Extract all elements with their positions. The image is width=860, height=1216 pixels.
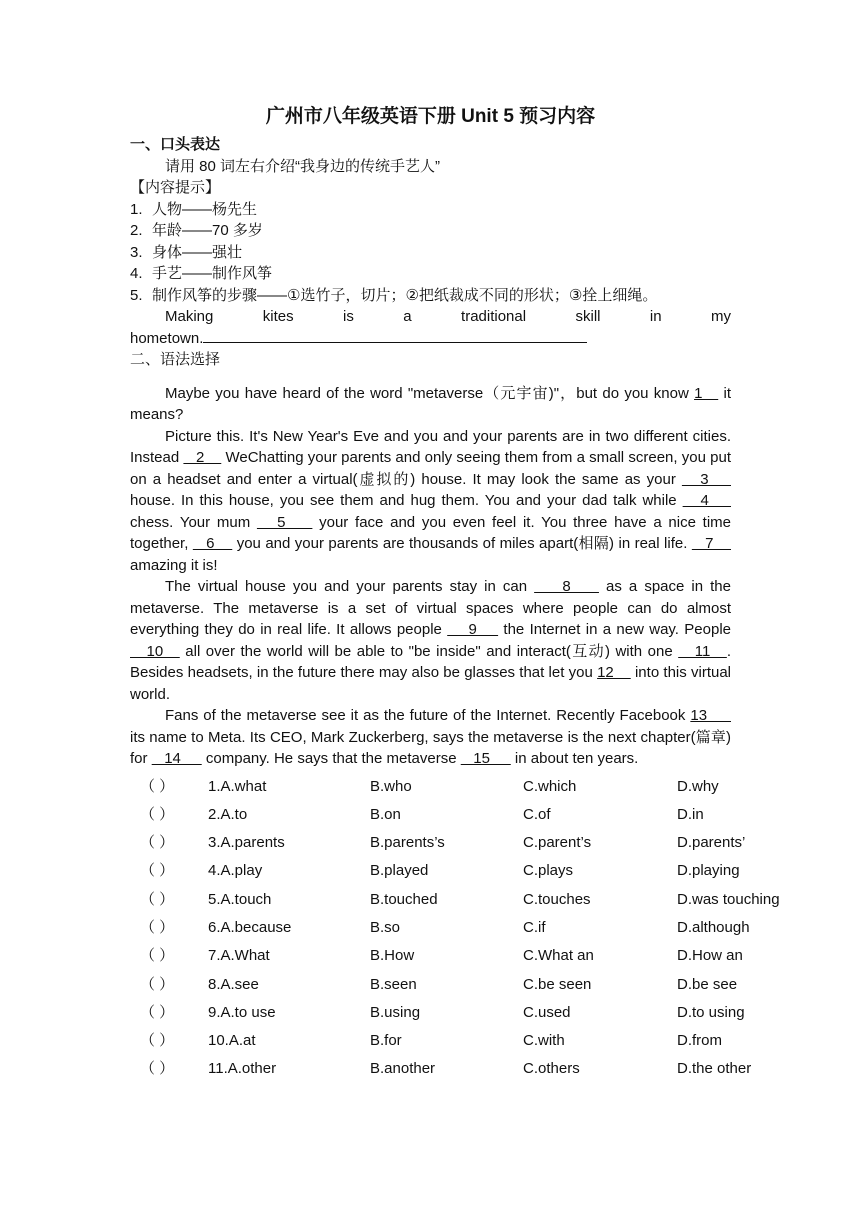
option-b: B.touched — [370, 890, 438, 908]
answer-bracket[interactable]: （ ） — [140, 947, 175, 965]
question-row[interactable] — [130, 800, 731, 828]
option-c: C.be seen — [523, 975, 592, 993]
option-d: D.in — [677, 805, 704, 823]
option-b: B.so — [370, 918, 401, 936]
page-title: 广州市八年级英语下册 Unit 5 预习内容 — [265, 106, 596, 127]
option-a: 8.A.see — [208, 975, 259, 993]
option-b: B.parents’s — [370, 834, 445, 852]
question-options — [130, 772, 780, 1083]
option-a: 7.A.What — [208, 947, 270, 965]
option-b: B.played — [370, 862, 429, 880]
hint-label: 【内容提示】 — [130, 179, 221, 196]
hint-list — [130, 199, 731, 307]
option-a: 1.A.what — [208, 777, 267, 795]
hint-item: 4. 手艺——制作风筝 — [130, 265, 273, 282]
option-a: 6.A.because — [208, 918, 292, 936]
hint-item: 5. 制作风筝的步骤——①选竹子，切片；②把纸裁成不同的形状；③拴上细绳。 — [130, 286, 658, 304]
hint-item: 2. 年龄——70 多岁 — [130, 222, 263, 239]
writing-answer-line[interactable]: hometown. — [130, 328, 731, 350]
option-a: 9.A.to use — [208, 1003, 276, 1021]
option-a: 10.A.at — [208, 1032, 256, 1050]
answer-bracket[interactable]: （ ） — [140, 1060, 175, 1078]
passage-paragraph-1: Maybe you have heard of the word "metaverse（元宇宙)"，but do you know 1 it means? — [130, 384, 731, 423]
blank-13: 13 — [690, 707, 731, 724]
option-d: D.from — [677, 1032, 722, 1050]
blank-4: 4 — [682, 492, 731, 509]
blank-1: 1 — [694, 384, 719, 402]
hint-item: 1. 人物——杨先生 — [130, 200, 258, 218]
question-row[interactable] — [130, 1054, 752, 1082]
option-c: C.which — [523, 777, 577, 795]
answer-bracket[interactable]: （ ） — [140, 862, 175, 880]
passage-paragraph-4: Fans of the metaverse see it as the future of the Internet. Recently Facebook 13 its name to Meta. Its CEO, Mark Zuckerberg, says the metaverse is the next chapter(篇章) for 14 company. He says that the metaverse 15 in about ten years. — [130, 707, 731, 767]
option-d: D.be see — [677, 975, 738, 993]
blank-12: 12 — [597, 664, 631, 681]
worksheet-page — [130, 104, 780, 1083]
option-d: D.playing — [677, 862, 740, 880]
option-b: B.using — [370, 1003, 421, 1021]
blank-9: 9 — [447, 621, 499, 638]
answer-bracket[interactable]: （ ） — [140, 1032, 175, 1050]
blank-3: 3 — [681, 470, 731, 488]
answer-bracket[interactable]: （ ） — [140, 890, 175, 908]
option-c: C.of — [523, 805, 551, 823]
writing-starter: Making kites is a traditional skill in my — [165, 308, 731, 325]
option-c: C.if — [523, 918, 546, 936]
blank-10: 10 — [130, 642, 180, 660]
blank-8: 8 — [534, 578, 599, 595]
answer-blank-line[interactable] — [203, 328, 587, 343]
option-d: D.to using — [677, 1003, 745, 1021]
answer-bracket[interactable]: （ ） — [140, 1003, 175, 1021]
option-c: C.parent’s — [523, 834, 592, 852]
section1-instruction: 请用 80 词左右介绍“我身边的传统手艺人” — [165, 157, 441, 175]
option-d: D.was touching — [677, 890, 780, 908]
blank-6: 6 — [192, 535, 233, 552]
blank-14: 14 — [151, 750, 202, 767]
question-row[interactable] — [130, 772, 731, 800]
option-d: D.the other — [677, 1060, 752, 1078]
option-c: C.What an — [523, 947, 594, 965]
section1-heading: 一、口头表达 — [130, 136, 221, 153]
option-b: B.who — [370, 777, 412, 795]
hint-item: 3. 身体——强壮 — [130, 243, 243, 261]
option-a: 11.A.other — [208, 1060, 277, 1078]
answer-bracket[interactable]: （ ） — [140, 975, 175, 993]
blank-15: 15 — [460, 750, 511, 767]
answer-bracket[interactable]: （ ） — [140, 834, 175, 852]
option-b: B.How — [370, 947, 415, 965]
option-d: D.How an — [677, 947, 743, 965]
option-c: C.plays — [523, 862, 574, 880]
section2-heading: 二、语法选择 — [130, 351, 221, 368]
question-row[interactable] — [130, 970, 738, 998]
blank-11: 11 — [678, 642, 727, 660]
question-row[interactable] — [130, 941, 743, 969]
option-d: D.parents’ — [677, 834, 746, 852]
question-row[interactable] — [130, 856, 740, 884]
option-d: D.although — [677, 918, 750, 936]
passage-paragraph-2: Picture this. It's New Year's Eve and you and your parents are in two different cities. Instead 2 WeChatting your parents and only seeing them from a small screen, you put on a headset and enter a virtual(虚拟的) house. It may look the same as your 3 house. In this house, you see them and hug them. You and your dad talk while 4 chess. Your mum 5 your face and you even feel it. You three have a nice time together, 6 you and your parents are thousands of miles apart(相隔) in real life. 7 amazing it is! — [130, 427, 732, 574]
option-c: C.touches — [523, 890, 591, 908]
question-row[interactable] — [130, 885, 780, 913]
answer-bracket[interactable]: （ ） — [140, 805, 175, 823]
option-b: B.another — [370, 1060, 436, 1078]
question-row[interactable] — [130, 1026, 731, 1054]
blank-7: 7 — [691, 535, 731, 552]
option-b: B.for — [370, 1032, 402, 1050]
question-row[interactable] — [130, 998, 745, 1026]
passage-paragraph-3: The virtual house you and your parents stay in can 8 as a space in the metaverse. The metaverse is a set of virtual spaces where people can do almost everything they do in real life. It allows people 9 the Internet in a new way. People 10 all over the world will be able to "be inside" and interact(互动) with one 11 . Besides headsets, in the future there may also be glasses that let you 12 into this virtual world. — [130, 578, 732, 703]
answer-bracket[interactable]: （ ） — [140, 777, 175, 795]
option-a: 2.A.to — [208, 805, 248, 823]
option-c: C.used — [523, 1003, 571, 1021]
option-b: B.seen — [370, 975, 417, 993]
option-c: C.others — [523, 1060, 580, 1078]
question-row[interactable] — [130, 828, 746, 856]
answer-bracket[interactable]: （ ） — [140, 918, 175, 936]
option-a: 3.A.parents — [208, 834, 285, 852]
blank-5: 5 — [256, 513, 313, 531]
blank-2: 2 — [183, 449, 222, 466]
option-b: B.on — [370, 805, 401, 823]
option-a: 5.A.touch — [208, 890, 272, 908]
option-c: C.with — [523, 1032, 565, 1050]
option-d: D.why — [677, 777, 719, 795]
option-a: 4.A.play — [208, 862, 263, 880]
question-row[interactable] — [130, 913, 750, 941]
